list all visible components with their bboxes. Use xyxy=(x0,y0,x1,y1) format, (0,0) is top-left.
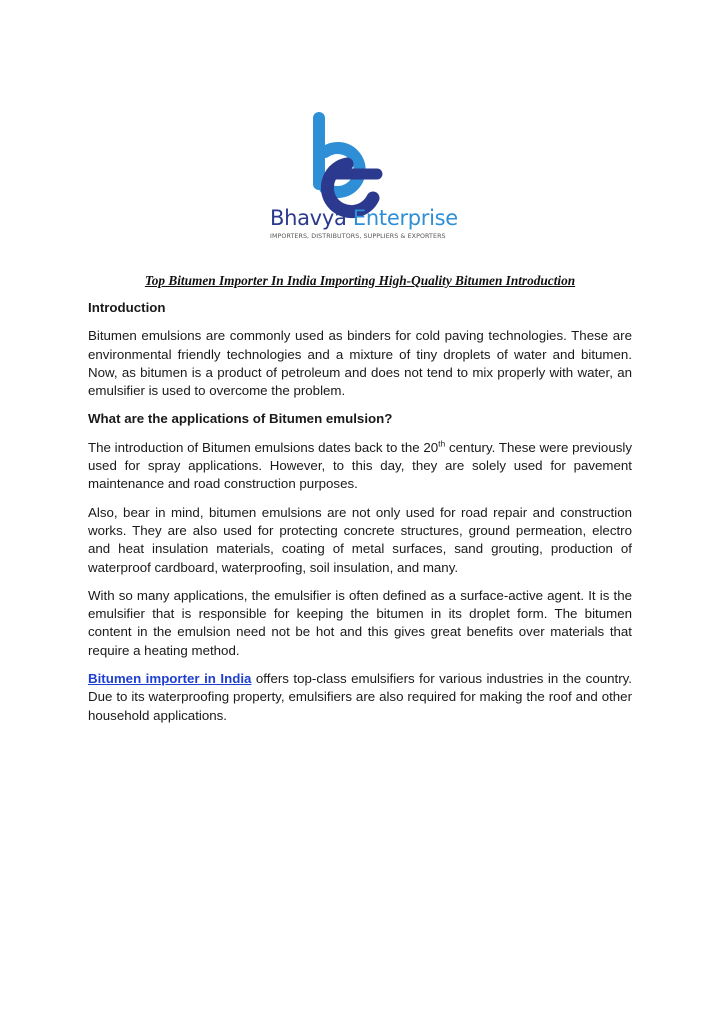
history-text-end: century. These were previously used for spray applications. However, to this day, they are solely used for pavement maintenance and road construction purposes. xyxy=(88,439,632,492)
brand-name xyxy=(270,206,458,230)
intro-heading: Introduction xyxy=(88,300,166,315)
history-paragraph xyxy=(88,439,632,494)
brand-word-enterprise: Enterprise xyxy=(352,206,458,230)
importer-paragraph xyxy=(88,670,632,725)
emulsifier-paragraph: With so many applications, the emulsifier is often defined as a surface-active agent. It is the emulsifier that is responsible for keeping the bitumen in its droplet form. The bitumen content in the emulsion need not be hot and this gives great benefits over materials that require a heating method. xyxy=(88,587,632,658)
applications-heading: What are the applications of Bitumen emulsion? xyxy=(88,411,393,427)
ordinal-suffix: th xyxy=(438,438,446,449)
importer-text: offers top-class emulsifiers for various industries in the country. Due to its waterproofing property, emulsifiers are also required for making the roof and other household applications. xyxy=(88,671,632,723)
uses-paragraph: Also, bear in mind, bitumen emulsions are not only used for road repair and construction works. They are also used for protecting concrete structures, ground permeation, electro and heat insulation materials, coating of metal surfaces, sand grouting, production of waterproof cardboard, waterproofing, soil insulation, and many. xyxy=(88,504,632,575)
history-text-start: The introduction of Bitumen emulsions dates back to the 20 xyxy=(88,439,439,455)
document-body xyxy=(88,299,632,735)
brand-tagline: IMPORTERS, DISTRIBUTORS, SUPPLIERS & EXPORTERS xyxy=(270,233,446,240)
brand-word-bhavya: Bhavya xyxy=(270,206,347,230)
document-title: Top Bitumen Importer In India Importing High-Quality Bitumen Introduction xyxy=(144,273,576,288)
intro-paragraph: Bitumen emulsions are commonly used as binders for cold paving technologies. These are environmental friendly technologies and a mixture of tiny droplets of water and bitumen. Now, as bitumen is a product of petroleum and does not tend to mix properly with water, an emulsifier is used to overcome the problem. xyxy=(88,328,632,399)
bitumen-importer-link[interactable]: Bitumen importer in India xyxy=(88,671,252,687)
